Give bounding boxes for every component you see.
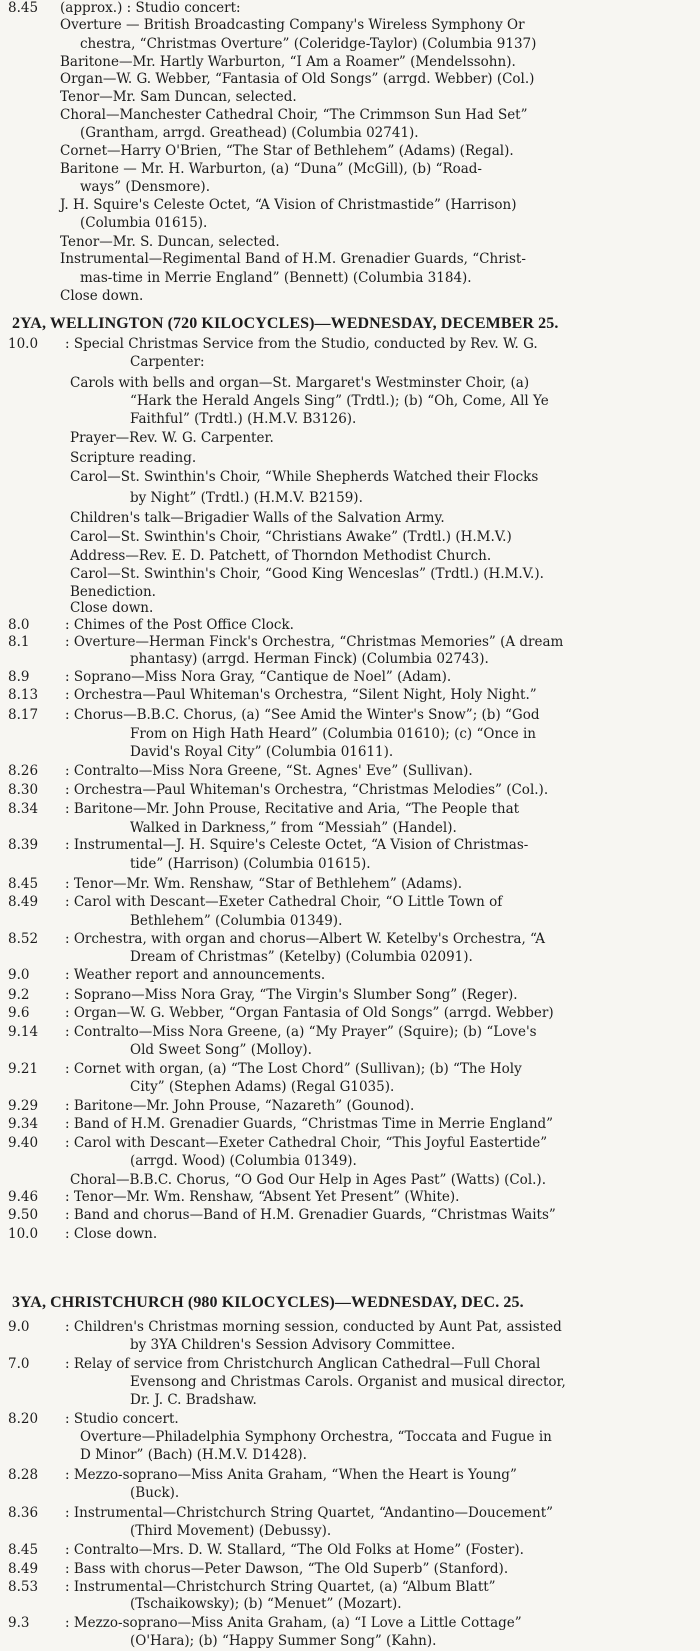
program-text: : Organ—W. G. Webber, “Organ Fantasia of Old Songs” (arrgd. Webber)	[65, 1005, 554, 1021]
program-line	[0, 469, 700, 487]
program-text: : Contralto—Miss Nora Greene, (a) “My Prayer” (Squire); (b) “Love's	[65, 1024, 537, 1040]
program-text: Close down.	[70, 600, 154, 616]
program-text: (Tschaikowsky); (b) “Menuet” (Mozart).	[130, 1596, 402, 1612]
time-label: 9.34	[8, 1116, 39, 1132]
program-line	[0, 234, 700, 252]
program-text: : Close down.	[65, 1226, 158, 1242]
program-line	[0, 529, 700, 547]
program-text: : Chorus—B.B.C. Chorus, (a) “See Amid the Winter's Snow”; (b) “God	[65, 707, 540, 723]
program-line	[0, 375, 700, 393]
program-line	[0, 1116, 700, 1134]
section-heading: 3YA, CHRISTCHURCH (980 KILOCYCLES)—WEDNESDAY, DEC. 25.	[12, 1294, 524, 1311]
time-label: 8.0	[8, 617, 30, 633]
program-text: : Weather report and announcements.	[65, 967, 326, 983]
program-line	[0, 669, 700, 687]
time-label: 9.3	[8, 1615, 30, 1631]
program-text: (Columbia 01615).	[80, 215, 208, 231]
program-line	[0, 251, 700, 269]
program-line	[0, 617, 700, 635]
program-line	[0, 931, 700, 949]
program-text: From on High Hath Heard” (Columbia 01610); (c) “Once in	[130, 726, 536, 742]
program-text: Tenor—Mr. S. Duncan, selected.	[60, 234, 280, 250]
program-text: : Soprano—Miss Nora Gray, “The Virgin's Slumber Song” (Reger).	[65, 987, 518, 1003]
program-line	[0, 490, 700, 508]
program-text: : Orchestra—Paul Whiteman's Orchestra, “Christmas Melodies” (Col.).	[65, 782, 549, 798]
program-line	[0, 107, 700, 125]
program-text: chestra, “Christmas Overture” (Coleridge-Taylor) (Columbia 9137)	[80, 36, 537, 52]
program-line	[0, 1523, 700, 1541]
program-text: Bethlehem” (Columbia 01349).	[130, 913, 343, 929]
time-label: 9.21	[8, 1061, 39, 1077]
program-line	[0, 1005, 700, 1023]
time-label: 9.29	[8, 1098, 39, 1114]
program-text: : Instrumental—J. H. Squire's Celeste Octet, “A Vision of Christmas-	[65, 837, 529, 853]
program-text: : Carol with Descant—Exeter Cathedral Choir, “This Joyful Eastertide”	[65, 1135, 548, 1151]
program-text: Benediction.	[70, 584, 156, 600]
program-text: Carol—St. Swinthin's Choir, “While Shepherds Watched their Flocks	[70, 469, 539, 485]
program-text: ways” (Densmore).	[80, 179, 210, 195]
program-line	[0, 1374, 700, 1392]
time-label: 9.40	[8, 1135, 39, 1151]
program-text: Baritone — Mr. H. Warburton, (a) “Duna” (McGill), (b) “Road-	[60, 161, 482, 177]
program-line	[0, 782, 700, 800]
program-text: Choral—Manchester Cathedral Choir, “The Crimmson Sun Had Set”	[60, 107, 528, 123]
program-text: Cornet—Harry O'Brien, “The Star of Bethlehem” (Adams) (Regal).	[60, 143, 514, 159]
program-text: Close down.	[60, 288, 144, 304]
program-line	[0, 1061, 700, 1079]
program-text: Address—Rev. E. D. Patchett, of Thorndon Methodist Church.	[70, 548, 492, 564]
program-line	[0, 1042, 700, 1060]
program-line	[0, 949, 700, 967]
program-text: by 3YA Children's Session Advisory Committee.	[130, 1337, 456, 1353]
program-text: Carpenter:	[130, 354, 205, 370]
program-line	[0, 987, 700, 1005]
program-line	[0, 1505, 700, 1523]
program-line	[0, 856, 700, 874]
program-text: : Band of H.M. Grenadier Guards, “Christmas Time in Merrie England”	[65, 1116, 554, 1132]
program-text: City” (Stephen Adams) (Regal G1035).	[130, 1079, 395, 1095]
program-text: Carol—St. Swinthin's Choir, “Christians Awake” (Trdtl.) (H.M.V.)	[70, 529, 512, 545]
time-label: 8.53	[8, 1579, 39, 1595]
time-label: 8.17	[8, 707, 39, 723]
program-line	[0, 876, 700, 894]
program-line	[0, 801, 700, 819]
program-line	[0, 288, 700, 306]
time-label: 9.0	[8, 1319, 30, 1335]
program-line	[0, 1579, 700, 1597]
program-text: Baritone—Mr. Hartly Warburton, “I Am a Roamer” (Mendelssohn).	[60, 54, 516, 70]
program-text: David's Royal City” (Columbia 01611).	[130, 744, 394, 760]
program-line	[0, 1098, 700, 1116]
program-line	[0, 726, 700, 744]
program-line	[0, 651, 700, 669]
program-line	[0, 1207, 700, 1225]
program-text: : Orchestra—Paul Whiteman's Orchestra, “Silent Night, Holy Night.”	[65, 687, 537, 703]
program-line	[0, 411, 700, 429]
program-line	[0, 1447, 700, 1465]
program-line	[0, 1429, 700, 1447]
program-line	[0, 393, 700, 411]
program-text: Overture—Philadelphia Symphony Orchestra, “Toccata and Fugue in	[80, 1429, 552, 1445]
program-line	[0, 1337, 700, 1355]
program-line	[0, 0, 700, 18]
time-label: 9.14	[8, 1024, 39, 1040]
program-line	[0, 1189, 700, 1207]
time-label: 8.49	[8, 1561, 39, 1577]
time-label: 8.45	[8, 1542, 39, 1558]
program-line	[0, 89, 700, 107]
program-line	[0, 36, 700, 54]
time-label: 8.28	[8, 1467, 39, 1483]
program-line	[0, 270, 700, 288]
program-line	[0, 450, 700, 468]
program-line	[0, 967, 700, 985]
program-text: : Baritone—Mr. John Prouse, “Nazareth” (Gounod).	[65, 1098, 415, 1114]
program-text: Instrumental—Regimental Band of H.M. Grenadier Guards, “Christ-	[60, 251, 526, 267]
program-text: Evensong and Christmas Carols. Organist and musical director,	[130, 1374, 566, 1390]
time-label: 7.0	[8, 1356, 30, 1372]
program-line	[0, 215, 700, 233]
program-text: : Contralto—Miss Nora Greene, “St. Agnes' Eve” (Sullivan).	[65, 763, 473, 779]
program-text: Old Sweet Song” (Molloy).	[130, 1042, 312, 1058]
program-text: by Night” (Trdtl.) (H.M.V. B2159).	[130, 490, 363, 506]
program-line	[0, 336, 700, 354]
program-text: : Tenor—Mr. Wm. Renshaw, “Star of Bethlehem” (Adams).	[65, 876, 463, 892]
program-text: : Bass with chorus—Peter Dawson, “The Old Superb” (Stanford).	[65, 1561, 509, 1577]
time-label: 8.49	[8, 894, 39, 910]
program-line	[0, 566, 700, 584]
section-heading: 2YA, WELLINGTON (720 KILOCYCLES)—WEDNESDAY, DECEMBER 25.	[12, 315, 559, 332]
program-line	[0, 197, 700, 215]
program-text: Prayer—Rev. W. G. Carpenter.	[70, 430, 274, 446]
time-label: 9.2	[8, 987, 30, 1003]
program-line	[0, 1633, 700, 1651]
program-line	[0, 1542, 700, 1560]
program-line	[0, 763, 700, 781]
program-line	[0, 1356, 700, 1374]
program-line	[0, 1561, 700, 1579]
program-line	[0, 1079, 700, 1097]
program-text: : Children's Christmas morning session, conducted by Aunt Pat, assisted	[65, 1319, 562, 1335]
program-line	[0, 707, 700, 725]
time-label: 10.0	[8, 336, 39, 352]
program-line	[0, 1392, 700, 1410]
program-text: : Carol with Descant—Exeter Cathedral Choir, “O Little Town of	[65, 894, 503, 910]
program-line	[0, 894, 700, 912]
program-text: : Instrumental—Christchurch String Quartet, “Andantino—Doucement”	[65, 1505, 554, 1521]
time-label: 8.45	[8, 0, 39, 16]
program-text: phantasy) (arrgd. Herman Finck) (Columbia 02743).	[130, 651, 489, 667]
program-text: Children's talk—Brigadier Walls of the Salvation Army.	[70, 510, 445, 526]
program-text: : Band and chorus—Band of H.M. Grenadier Guards, “Christmas Waits”	[65, 1207, 556, 1223]
program-text: Overture — British Broadcasting Company's Wireless Symphony Or	[60, 17, 525, 33]
time-label: 8.9	[8, 669, 30, 685]
program-text: (Third Movement) (Debussy).	[130, 1523, 332, 1539]
program-text: : Baritone—Mr. John Prouse, Recitative and Aria, “The People that	[65, 801, 520, 817]
program-text: Tenor—Mr. Sam Duncan, selected.	[60, 89, 297, 105]
program-text: “Hark the Herald Angels Sing” (Trdtl.); (b) “Oh, Come, All Ye	[130, 393, 549, 409]
program-text: (O'Hara); (b) “Happy Summer Song” (Kahn).	[130, 1633, 437, 1649]
program-line	[0, 1485, 700, 1503]
program-text: : Overture—Herman Finck's Orchestra, “Christmas Memories” (A dream	[65, 634, 564, 650]
program-line	[0, 1596, 700, 1614]
program-text: : Relay of service from Christchurch Anglican Cathedral—Full Choral	[65, 1356, 541, 1372]
program-text: Organ—W. G. Webber, “Fantasia of Old Songs” (arrgd. Webber) (Col.)	[60, 71, 535, 87]
program-text: Carol—St. Swinthin's Choir, “Good King Wenceslas” (Trdtl.) (H.M.V.).	[70, 566, 544, 582]
program-text: : Mezzo-soprano—Miss Anita Graham, (a) “I Love a Little Cottage”	[65, 1615, 522, 1631]
program-text: Dr. J. C. Bradshaw.	[130, 1392, 257, 1408]
program-line	[0, 1467, 700, 1485]
program-line	[0, 913, 700, 931]
program-text: (arrgd. Wood) (Columbia 01349).	[130, 1153, 357, 1169]
program-line	[0, 71, 700, 89]
program-line	[0, 1024, 700, 1042]
time-label: 8.26	[8, 763, 39, 779]
program-line	[0, 837, 700, 855]
program-line	[0, 1153, 700, 1171]
program-line	[0, 1615, 700, 1633]
time-label: 9.50	[8, 1207, 39, 1223]
program-text: : Studio concert.	[65, 1411, 179, 1427]
program-line	[0, 430, 700, 448]
program-line	[0, 17, 700, 35]
program-line	[0, 548, 700, 566]
time-label: 9.6	[8, 1005, 30, 1021]
program-line	[0, 600, 700, 618]
program-text: Carols with bells and organ—St. Margaret's Westminster Choir, (a)	[70, 375, 530, 391]
time-label: 8.30	[8, 782, 39, 798]
program-line	[0, 125, 700, 143]
program-text: : Cornet with organ, (a) “The Lost Chord” (Sullivan); (b) “The Holy	[65, 1061, 522, 1077]
program-text: J. H. Squire's Celeste Octet, “A Vision of Christmastide” (Harrison)	[60, 197, 517, 213]
time-label: 8.52	[8, 931, 39, 947]
program-text: Walked in Darkness,” from “Messiah” (Handel).	[130, 820, 457, 836]
program-text: : Special Christmas Service from the Studio, conducted by Rev. W. G.	[65, 336, 538, 352]
program-text: : Instrumental—Christchurch String Quartet, (a) “Album Blatt”	[65, 1579, 496, 1595]
program-text: : Tenor—Mr. Wm. Renshaw, “Absent Yet Present” (White).	[65, 1189, 460, 1205]
program-line	[0, 1135, 700, 1153]
program-line	[0, 54, 700, 72]
program-line	[0, 820, 700, 838]
program-line	[0, 687, 700, 705]
time-label: 9.46	[8, 1189, 39, 1205]
program-line	[0, 1226, 700, 1244]
program-text: Faithful” (Trdtl.) (H.M.V. B3126).	[130, 411, 357, 427]
time-label: 8.39	[8, 837, 39, 853]
time-label: 8.20	[8, 1411, 39, 1427]
program-line	[0, 510, 700, 528]
time-label: 8.13	[8, 687, 39, 703]
program-text: Scripture reading.	[70, 450, 197, 466]
time-label: 8.45	[8, 876, 39, 892]
time-label: 8.34	[8, 801, 39, 817]
time-label: 10.0	[8, 1226, 39, 1242]
program-line	[0, 161, 700, 179]
time-label: 8.36	[8, 1505, 39, 1521]
time-label: 8.1	[8, 634, 30, 650]
program-line	[0, 1172, 700, 1190]
program-text: Dream of Christmas” (Ketelby) (Columbia 02091).	[130, 949, 473, 965]
program-text: D Minor” (Bach) (H.M.V. D1428).	[80, 1447, 307, 1463]
program-line	[0, 634, 700, 652]
program-line	[0, 179, 700, 197]
program-text: Choral—B.B.C. Chorus, “O God Our Help in Ages Past” (Watts) (Col.).	[70, 1172, 546, 1188]
program-text: (approx.) : Studio concert:	[60, 0, 241, 16]
program-text: : Soprano—Miss Nora Gray, “Cantique de Noel” (Adam).	[65, 669, 452, 685]
program-text: (Buck).	[130, 1485, 180, 1501]
program-line	[0, 143, 700, 161]
program-line	[0, 354, 700, 372]
program-text: : Chimes of the Post Office Clock.	[65, 617, 294, 633]
program-text: mas-time in Merrie England” (Bennett) (Columbia 3184).	[80, 270, 472, 286]
program-line	[0, 744, 700, 762]
program-text: : Mezzo-soprano—Miss Anita Graham, “When the Heart is Young”	[65, 1467, 517, 1483]
program-line	[0, 1411, 700, 1429]
program-text: tide” (Harrison) (Columbia 01615).	[130, 856, 371, 872]
program-text: (Grantham, arrgd. Greathead) (Columbia 02741).	[80, 125, 419, 141]
program-text: : Contralto—Mrs. D. W. Stallard, “The Old Folks at Home” (Foster).	[65, 1542, 524, 1558]
program-line	[0, 1319, 700, 1337]
time-label: 9.0	[8, 967, 30, 983]
program-text: : Orchestra, with organ and chorus—Albert W. Ketelby's Orchestra, “A	[65, 931, 545, 947]
